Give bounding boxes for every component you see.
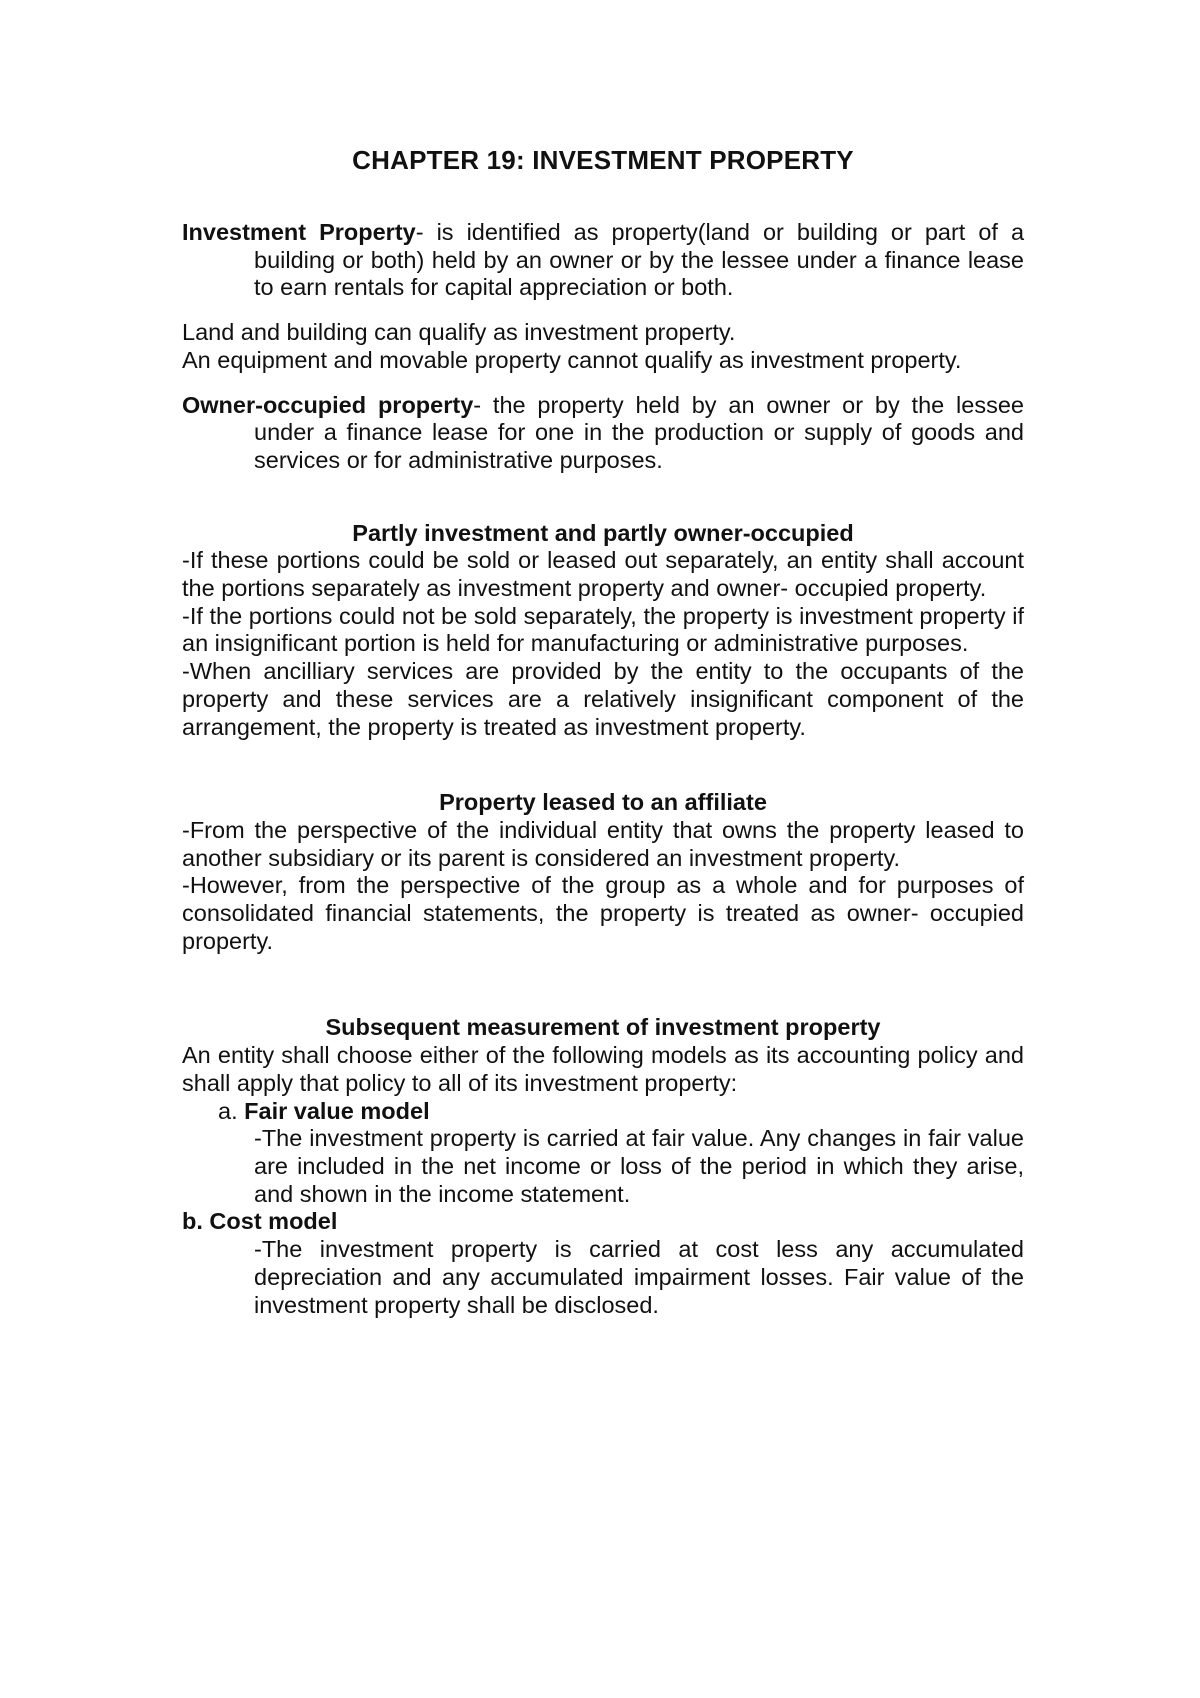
affiliate-paragraph: -From the perspective of the individual entity that owns the property leased to another subsidiary or its parent is considered an investment property. bbox=[182, 816, 1024, 871]
note-equipment: An equipment and movable property cannot qualify as investment property. bbox=[182, 346, 962, 373]
cost-model-label bbox=[182, 1208, 1024, 1236]
document-content bbox=[182, 143, 1024, 1319]
owner-occupied-definition bbox=[182, 392, 1024, 475]
partly-paragraph: -When ancilliary services are provided by the entity to the occupants of the property and these services are a relatively insignificant component of the arrangement, the property is treated as investment property. bbox=[182, 658, 1024, 740]
subsequent-intro: An entity shall choose either of the following models as its accounting policy and shall apply that policy to all of its investment property: bbox=[182, 1042, 1024, 1096]
investment-property-definition bbox=[182, 219, 1024, 302]
owner-occupied-text: - the property held by an owner or by the lessee under a finance lease for one in the production or supply of goods and services or for administrative purposes. bbox=[254, 391, 1024, 473]
affiliate-heading: Property leased to an affiliate bbox=[439, 789, 767, 816]
cost-model-name: Cost model bbox=[209, 1208, 338, 1235]
note-land-building: Land and building can qualify as investment property. bbox=[182, 319, 736, 346]
partly-paragraph: -If the portions could not be sold separately, the property is investment property if an insignificant portion is held for manufacturing or administrative purposes. bbox=[182, 602, 1024, 657]
cost-model-description: -The investment property is carried at cost less any accumulated depreciation and any accumulated impairment losses. Fair value of the investment property shall be disclosed. bbox=[254, 1236, 1024, 1318]
subsequent-heading: Subsequent measurement of investment property bbox=[325, 1014, 881, 1041]
partly-paragraph: -If these portions could be sold or leased out separately, an entity shall account the portions separately as investment property and owner- occupied property. bbox=[182, 547, 1024, 602]
partly-heading: Partly investment and partly owner-occupied bbox=[352, 519, 854, 546]
fair-value-model-description: -The investment property is carried at fair value. Any changes in fair value are included in the net income or loss of the period in which they arise, and shown in the income statement. bbox=[254, 1125, 1024, 1207]
investment-property-term: Investment Property bbox=[182, 219, 416, 245]
investment-property-text: - is identified as property(land or building or part of a building or both) held by an owner or by the lessee under a finance lease to earn rentals for capital appreciation or both. bbox=[254, 219, 1025, 301]
fair-value-model-letter: a. bbox=[218, 1097, 238, 1124]
cost-model-letter: b. bbox=[182, 1208, 203, 1235]
affiliate-paragraph: -However, from the perspective of the group as a whole and for purposes of consolidated financial statements, the property is treated as owner- occupied property. bbox=[182, 872, 1024, 954]
owner-occupied-term: Owner-occupied property bbox=[182, 391, 474, 418]
fair-value-model-label bbox=[182, 1098, 1024, 1126]
fair-value-model-name: Fair value model bbox=[244, 1097, 430, 1124]
page-title: CHAPTER 19: INVESTMENT PROPERTY bbox=[352, 145, 854, 175]
